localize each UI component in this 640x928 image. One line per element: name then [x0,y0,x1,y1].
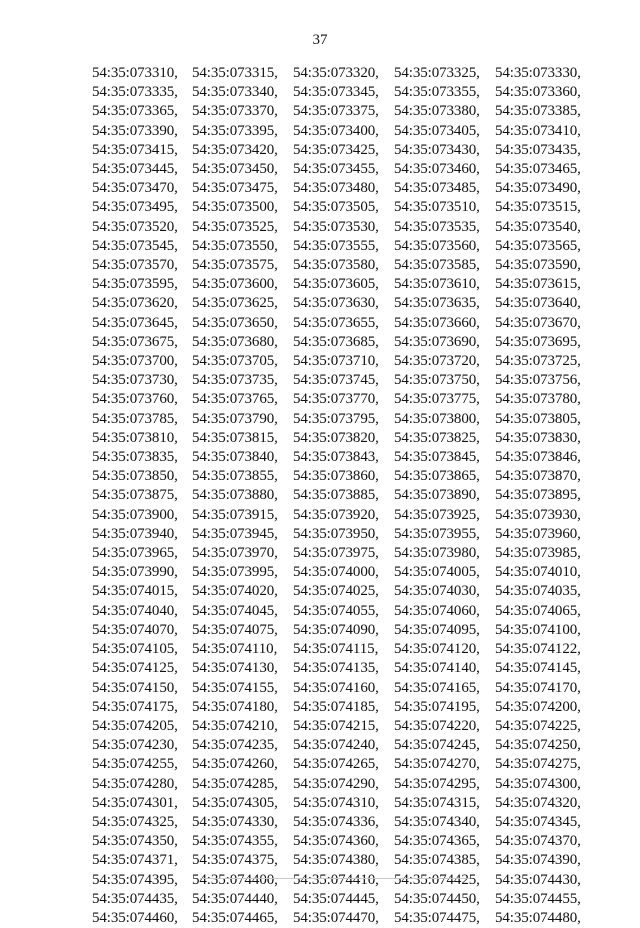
cadastral-number: 54:35:074025, [293,583,379,600]
cadastral-number: 54:35:073990, [92,564,178,581]
table-row [92,102,597,121]
cadastral-number: 54:35:073725, [495,353,581,370]
cadastral-number: 54:35:074270, [394,756,480,773]
cadastral-number: 54:35:073860, [293,468,379,485]
cadastral-number: 54:35:074235, [192,737,278,754]
cadastral-number: 54:35:073843, [293,449,379,466]
cadastral-number: 54:35:074005, [394,564,480,581]
cadastral-number: 54:35:073560, [394,237,480,254]
cadastral-number: 54:35:073850, [92,468,178,485]
cadastral-number: 54:35:073695, [495,333,581,350]
cadastral-number: 54:35:073700, [92,353,178,370]
table-row [92,448,597,467]
cadastral-number: 54:35:073750, [394,372,480,389]
cadastral-number: 54:35:073470, [92,180,178,197]
cadastral-number: 54:35:074365, [394,833,480,850]
cadastral-number: 54:35:074100, [495,621,581,638]
cadastral-number: 54:35:073455, [293,161,379,178]
cadastral-number: 54:35:074230, [92,737,178,754]
cadastral-number-list [92,64,597,928]
cadastral-number: 54:35:074122, [495,641,581,658]
cadastral-number: 54:35:074450, [394,890,480,907]
cadastral-number: 54:35:074400, [192,871,278,888]
cadastral-number: 54:35:073800, [394,410,480,427]
page-number: 37 [312,32,328,48]
cadastral-number: 54:35:074395, [92,871,178,888]
cadastral-number: 54:35:073370, [192,103,278,120]
cadastral-number: 54:35:074110, [192,641,278,658]
cadastral-number: 54:35:073505, [293,199,379,216]
cadastral-number: 54:35:073320, [293,65,379,81]
cadastral-number: 54:35:074200, [495,698,581,715]
cadastral-number: 54:35:074225, [495,717,581,734]
cadastral-number: 54:35:074370, [495,833,581,850]
cadastral-number: 54:35:073745, [293,372,379,389]
cadastral-number: 54:35:073510, [394,199,480,216]
cadastral-number: 54:35:073950, [293,525,379,542]
cadastral-number: 54:35:073355, [394,84,480,101]
cadastral-number: 54:35:073710, [293,353,379,370]
cadastral-number: 54:35:073960, [495,525,581,542]
cadastral-number: 54:35:073625, [192,295,278,312]
cadastral-number: 54:35:073330, [495,65,581,81]
cadastral-number: 54:35:074290, [293,775,379,792]
cadastral-number: 54:35:073875, [92,487,178,504]
cadastral-number: 54:35:074300, [495,775,581,792]
cadastral-number: 54:35:073540, [495,218,581,235]
cadastral-number: 54:35:073530, [293,218,379,235]
table-row [92,659,597,678]
cadastral-number: 54:35:074440, [192,890,278,907]
cadastral-number: 54:35:074350, [92,833,178,850]
cadastral-number: 54:35:073600, [192,276,278,293]
table-row [92,218,597,237]
table-row [92,698,597,717]
cadastral-number: 54:35:073580, [293,257,379,274]
cadastral-number: 54:35:074160, [293,679,379,696]
table-row [92,602,597,621]
cadastral-number: 54:35:074105, [92,641,178,658]
cadastral-number: 54:35:073515, [495,199,581,216]
table-row [92,851,597,870]
cadastral-number: 54:35:073790, [192,410,278,427]
cadastral-number: 54:35:073475, [192,180,278,197]
cadastral-number: 54:35:074385, [394,852,480,869]
cadastral-number: 54:35:074035, [495,583,581,600]
cadastral-number: 54:35:074015, [92,583,178,600]
cadastral-number: 54:35:074135, [293,660,379,677]
cadastral-number: 54:35:074425, [394,871,480,888]
cadastral-number: 54:35:073945, [192,525,278,542]
cadastral-number: 54:35:074465, [192,909,278,926]
cadastral-number: 54:35:073485, [394,180,480,197]
cadastral-number: 54:35:074140, [394,660,480,677]
cadastral-number: 54:35:074430, [495,871,581,888]
cadastral-number: 54:35:074185, [293,698,379,715]
cadastral-number: 54:35:073820, [293,429,379,446]
cadastral-number: 54:35:074115, [293,641,379,658]
cadastral-number: 54:35:073620, [92,295,178,312]
cadastral-number: 54:35:073495, [92,199,178,216]
cadastral-number: 54:35:073570, [92,257,178,274]
cadastral-number: 54:35:074310, [293,794,379,811]
table-row [92,141,597,160]
cadastral-number: 54:35:073575, [192,257,278,274]
cadastral-number: 54:35:073335, [92,84,178,101]
cadastral-number: 54:35:074305, [192,794,278,811]
cadastral-number: 54:35:073345, [293,84,379,101]
cadastral-number: 54:35:074205, [92,717,178,734]
table-row [92,256,597,275]
cadastral-number: 54:35:073785, [92,410,178,427]
cadastral-number-table [92,64,597,928]
table-row [92,813,597,832]
table-row [92,544,597,563]
cadastral-number: 54:35:074220, [394,717,480,734]
cadastral-number: 54:35:073325, [394,65,480,81]
cadastral-number: 54:35:073920, [293,506,379,523]
cadastral-number: 54:35:073500, [192,199,278,216]
cadastral-number: 54:35:073815, [192,429,278,446]
table-row [92,83,597,102]
table-row [92,832,597,851]
cadastral-number: 54:35:074475, [394,909,480,926]
cadastral-number: 54:35:073550, [192,237,278,254]
cadastral-number: 54:35:073765, [192,391,278,408]
cadastral-number: 54:35:073995, [192,564,278,581]
cadastral-number: 54:35:073965, [92,545,178,562]
table-row [92,410,597,429]
cadastral-number: 54:35:074165, [394,679,480,696]
cadastral-number: 54:35:073930, [495,506,581,523]
cadastral-number: 54:35:073720, [394,353,480,370]
cadastral-number: 54:35:073395, [192,122,278,139]
cadastral-number: 54:35:073970, [192,545,278,562]
bottom-rule [200,878,470,879]
cadastral-number: 54:35:074445, [293,890,379,907]
cadastral-number: 54:35:074295, [394,775,480,792]
cadastral-number: 54:35:073465, [495,161,581,178]
cadastral-number: 54:35:074130, [192,660,278,677]
cadastral-number: 54:35:074010, [495,564,581,581]
table-row [92,122,597,141]
cadastral-number: 54:35:074245, [394,737,480,754]
cadastral-number: 54:35:074470, [293,909,379,926]
table-row [92,582,597,601]
cadastral-number: 54:35:073825, [394,429,480,446]
cadastral-number: 54:35:073870, [495,468,581,485]
cadastral-number: 54:35:073840, [192,449,278,466]
cadastral-number: 54:35:074070, [92,621,178,638]
cadastral-number: 54:35:073805, [495,410,581,427]
cadastral-number: 54:35:073375, [293,103,379,120]
cadastral-number: 54:35:073450, [192,161,278,178]
cadastral-number: 54:35:074170, [495,679,581,696]
cadastral-number: 54:35:074315, [394,794,480,811]
table-row [92,525,597,544]
cadastral-number: 54:35:074120, [394,641,480,658]
table-row [92,390,597,409]
cadastral-number: 54:35:074030, [394,583,480,600]
cadastral-number: 54:35:073900, [92,506,178,523]
cadastral-number: 54:35:073400, [293,122,379,139]
cadastral-number: 54:35:073360, [495,84,581,101]
cadastral-number: 54:35:073885, [293,487,379,504]
cadastral-number: 54:35:073545, [92,237,178,254]
cadastral-number: 54:35:073955, [394,525,480,542]
cadastral-number: 54:35:073635, [394,295,480,312]
cadastral-number: 54:35:073685, [293,333,379,350]
cadastral-number: 54:35:074340, [394,813,480,830]
cadastral-number: 54:35:073460, [394,161,480,178]
cadastral-number: 54:35:073390, [92,122,178,139]
cadastral-number: 54:35:074280, [92,775,178,792]
table-row [92,314,597,333]
cadastral-number: 54:35:074180, [192,698,278,715]
cadastral-number: 54:35:073615, [495,276,581,293]
cadastral-number: 54:35:073925, [394,506,480,523]
cadastral-number: 54:35:073980, [394,545,480,562]
cadastral-number: 54:35:073895, [495,487,581,504]
cadastral-number: 54:35:073425, [293,141,379,158]
table-row [92,333,597,352]
cadastral-number: 54:35:074145, [495,660,581,677]
cadastral-number: 54:35:074020, [192,583,278,600]
cadastral-number: 54:35:074275, [495,756,581,773]
cadastral-number: 54:35:073430, [394,141,480,158]
cadastral-number: 54:35:074330, [192,813,278,830]
cadastral-number: 54:35:073846, [495,449,581,466]
table-row [92,237,597,256]
cadastral-number: 54:35:074155, [192,679,278,696]
table-row [92,909,597,928]
cadastral-number: 54:35:074460, [92,909,178,926]
cadastral-number: 54:35:073780, [495,391,581,408]
cadastral-number: 54:35:074060, [394,602,480,619]
table-row [92,179,597,198]
table-row [92,775,597,794]
cadastral-number: 54:35:074336, [293,813,379,830]
table-row [92,371,597,390]
cadastral-number: 54:35:073315, [192,65,278,81]
cadastral-number: 54:35:074371, [92,852,178,869]
cadastral-number: 54:35:074090, [293,621,379,638]
cadastral-number: 54:35:073605, [293,276,379,293]
cadastral-number: 54:35:074065, [495,602,581,619]
cadastral-number: 54:35:073310, [92,65,178,81]
cadastral-number: 54:35:074095, [394,621,480,638]
cadastral-number: 54:35:074410, [293,871,379,888]
table-row [92,794,597,813]
cadastral-number: 54:35:074000, [293,564,379,581]
cadastral-number: 54:35:073705, [192,353,278,370]
cadastral-number: 54:35:073445, [92,161,178,178]
table-row [92,467,597,486]
cadastral-number: 54:35:074265, [293,756,379,773]
cadastral-number: 54:35:074345, [495,813,581,830]
table-row [92,198,597,217]
cadastral-number: 54:35:073675, [92,333,178,350]
cadastral-number: 54:35:073590, [495,257,581,274]
cadastral-number: 54:35:074320, [495,794,581,811]
cadastral-number: 54:35:073756, [495,372,581,389]
cadastral-number: 54:35:073760, [92,391,178,408]
cadastral-number: 54:35:073975, [293,545,379,562]
table-row [92,890,597,909]
cadastral-number: 54:35:074260, [192,756,278,773]
cadastral-number: 54:35:074455, [495,890,581,907]
cadastral-number: 54:35:074195, [394,698,480,715]
cadastral-number: 54:35:073420, [192,141,278,158]
cadastral-number: 54:35:073855, [192,468,278,485]
cadastral-number: 54:35:074045, [192,602,278,619]
table-row [92,679,597,698]
cadastral-number: 54:35:073690, [394,333,480,350]
cadastral-number: 54:35:074375, [192,852,278,869]
cadastral-number: 54:35:074255, [92,756,178,773]
cadastral-number: 54:35:073480, [293,180,379,197]
cadastral-number: 54:35:073490, [495,180,581,197]
cadastral-number: 54:35:073520, [92,218,178,235]
cadastral-number: 54:35:073735, [192,372,278,389]
cadastral-number: 54:35:074380, [293,852,379,869]
cadastral-number: 54:35:074055, [293,602,379,619]
cadastral-number: 54:35:074435, [92,890,178,907]
table-body [92,64,597,928]
cadastral-number: 54:35:073830, [495,429,581,446]
cadastral-number: 54:35:074250, [495,737,581,754]
table-row [92,717,597,736]
cadastral-number: 54:35:074175, [92,698,178,715]
table-row [92,736,597,755]
table-row [92,160,597,179]
cadastral-number: 54:35:073415, [92,141,178,158]
table-row [92,429,597,448]
cadastral-number: 54:35:073650, [192,314,278,331]
table-row [92,506,597,525]
cadastral-number: 54:35:074150, [92,679,178,696]
table-row [92,871,597,890]
cadastral-number: 54:35:073380, [394,103,480,120]
cadastral-number: 54:35:074075, [192,621,278,638]
cadastral-number: 54:35:074240, [293,737,379,754]
cadastral-number: 54:35:073565, [495,237,581,254]
cadastral-number: 54:35:073795, [293,410,379,427]
cadastral-number: 54:35:073385, [495,103,581,120]
cadastral-number: 54:35:073680, [192,333,278,350]
table-row [92,275,597,294]
cadastral-number: 54:35:074285, [192,775,278,792]
cadastral-number: 54:35:073660, [394,314,480,331]
cadastral-number: 54:35:073365, [92,103,178,120]
cadastral-number: 54:35:073595, [92,276,178,293]
table-row [92,563,597,582]
cadastral-number: 54:35:073555, [293,237,379,254]
cadastral-number: 54:35:073340, [192,84,278,101]
cadastral-number: 54:35:074360, [293,833,379,850]
cadastral-number: 54:35:073880, [192,487,278,504]
cadastral-number: 54:35:074210, [192,717,278,734]
cadastral-number: 54:35:073915, [192,506,278,523]
cadastral-number: 54:35:073405, [394,122,480,139]
cadastral-number: 54:35:073610, [394,276,480,293]
cadastral-number: 54:35:073435, [495,141,581,158]
cadastral-number: 54:35:073730, [92,372,178,389]
cadastral-number: 54:35:073645, [92,314,178,331]
table-row [92,64,597,83]
cadastral-number: 54:35:073940, [92,525,178,542]
table-row [92,294,597,313]
cadastral-number: 54:35:074390, [495,852,581,869]
cadastral-number: 54:35:073655, [293,314,379,331]
cadastral-number: 54:35:073835, [92,449,178,466]
cadastral-number: 54:35:073770, [293,391,379,408]
table-row [92,755,597,774]
cadastral-number: 54:35:073810, [92,429,178,446]
cadastral-number: 54:35:073410, [495,122,581,139]
cadastral-number: 54:35:074355, [192,833,278,850]
table-row [92,640,597,659]
cadastral-number: 54:35:073670, [495,314,581,331]
cadastral-number: 54:35:073865, [394,468,480,485]
cadastral-number: 54:35:074125, [92,660,178,677]
cadastral-number: 54:35:073585, [394,257,480,274]
cadastral-number: 54:35:074325, [92,813,178,830]
cadastral-number: 54:35:073985, [495,545,581,562]
cadastral-number: 54:35:073630, [293,295,379,312]
cadastral-number: 54:35:073525, [192,218,278,235]
cadastral-number: 54:35:074040, [92,602,178,619]
table-row [92,352,597,371]
cadastral-number: 54:35:074301, [92,794,178,811]
cadastral-number: 54:35:073640, [495,295,581,312]
table-row [92,621,597,640]
cadastral-number: 54:35:074480, [495,909,581,926]
cadastral-number: 54:35:073890, [394,487,480,504]
cadastral-number: 54:35:073535, [394,218,480,235]
cadastral-number: 54:35:073845, [394,449,480,466]
cadastral-number: 54:35:073775, [394,391,480,408]
cadastral-number: 54:35:074215, [293,717,379,734]
table-row [92,486,597,505]
